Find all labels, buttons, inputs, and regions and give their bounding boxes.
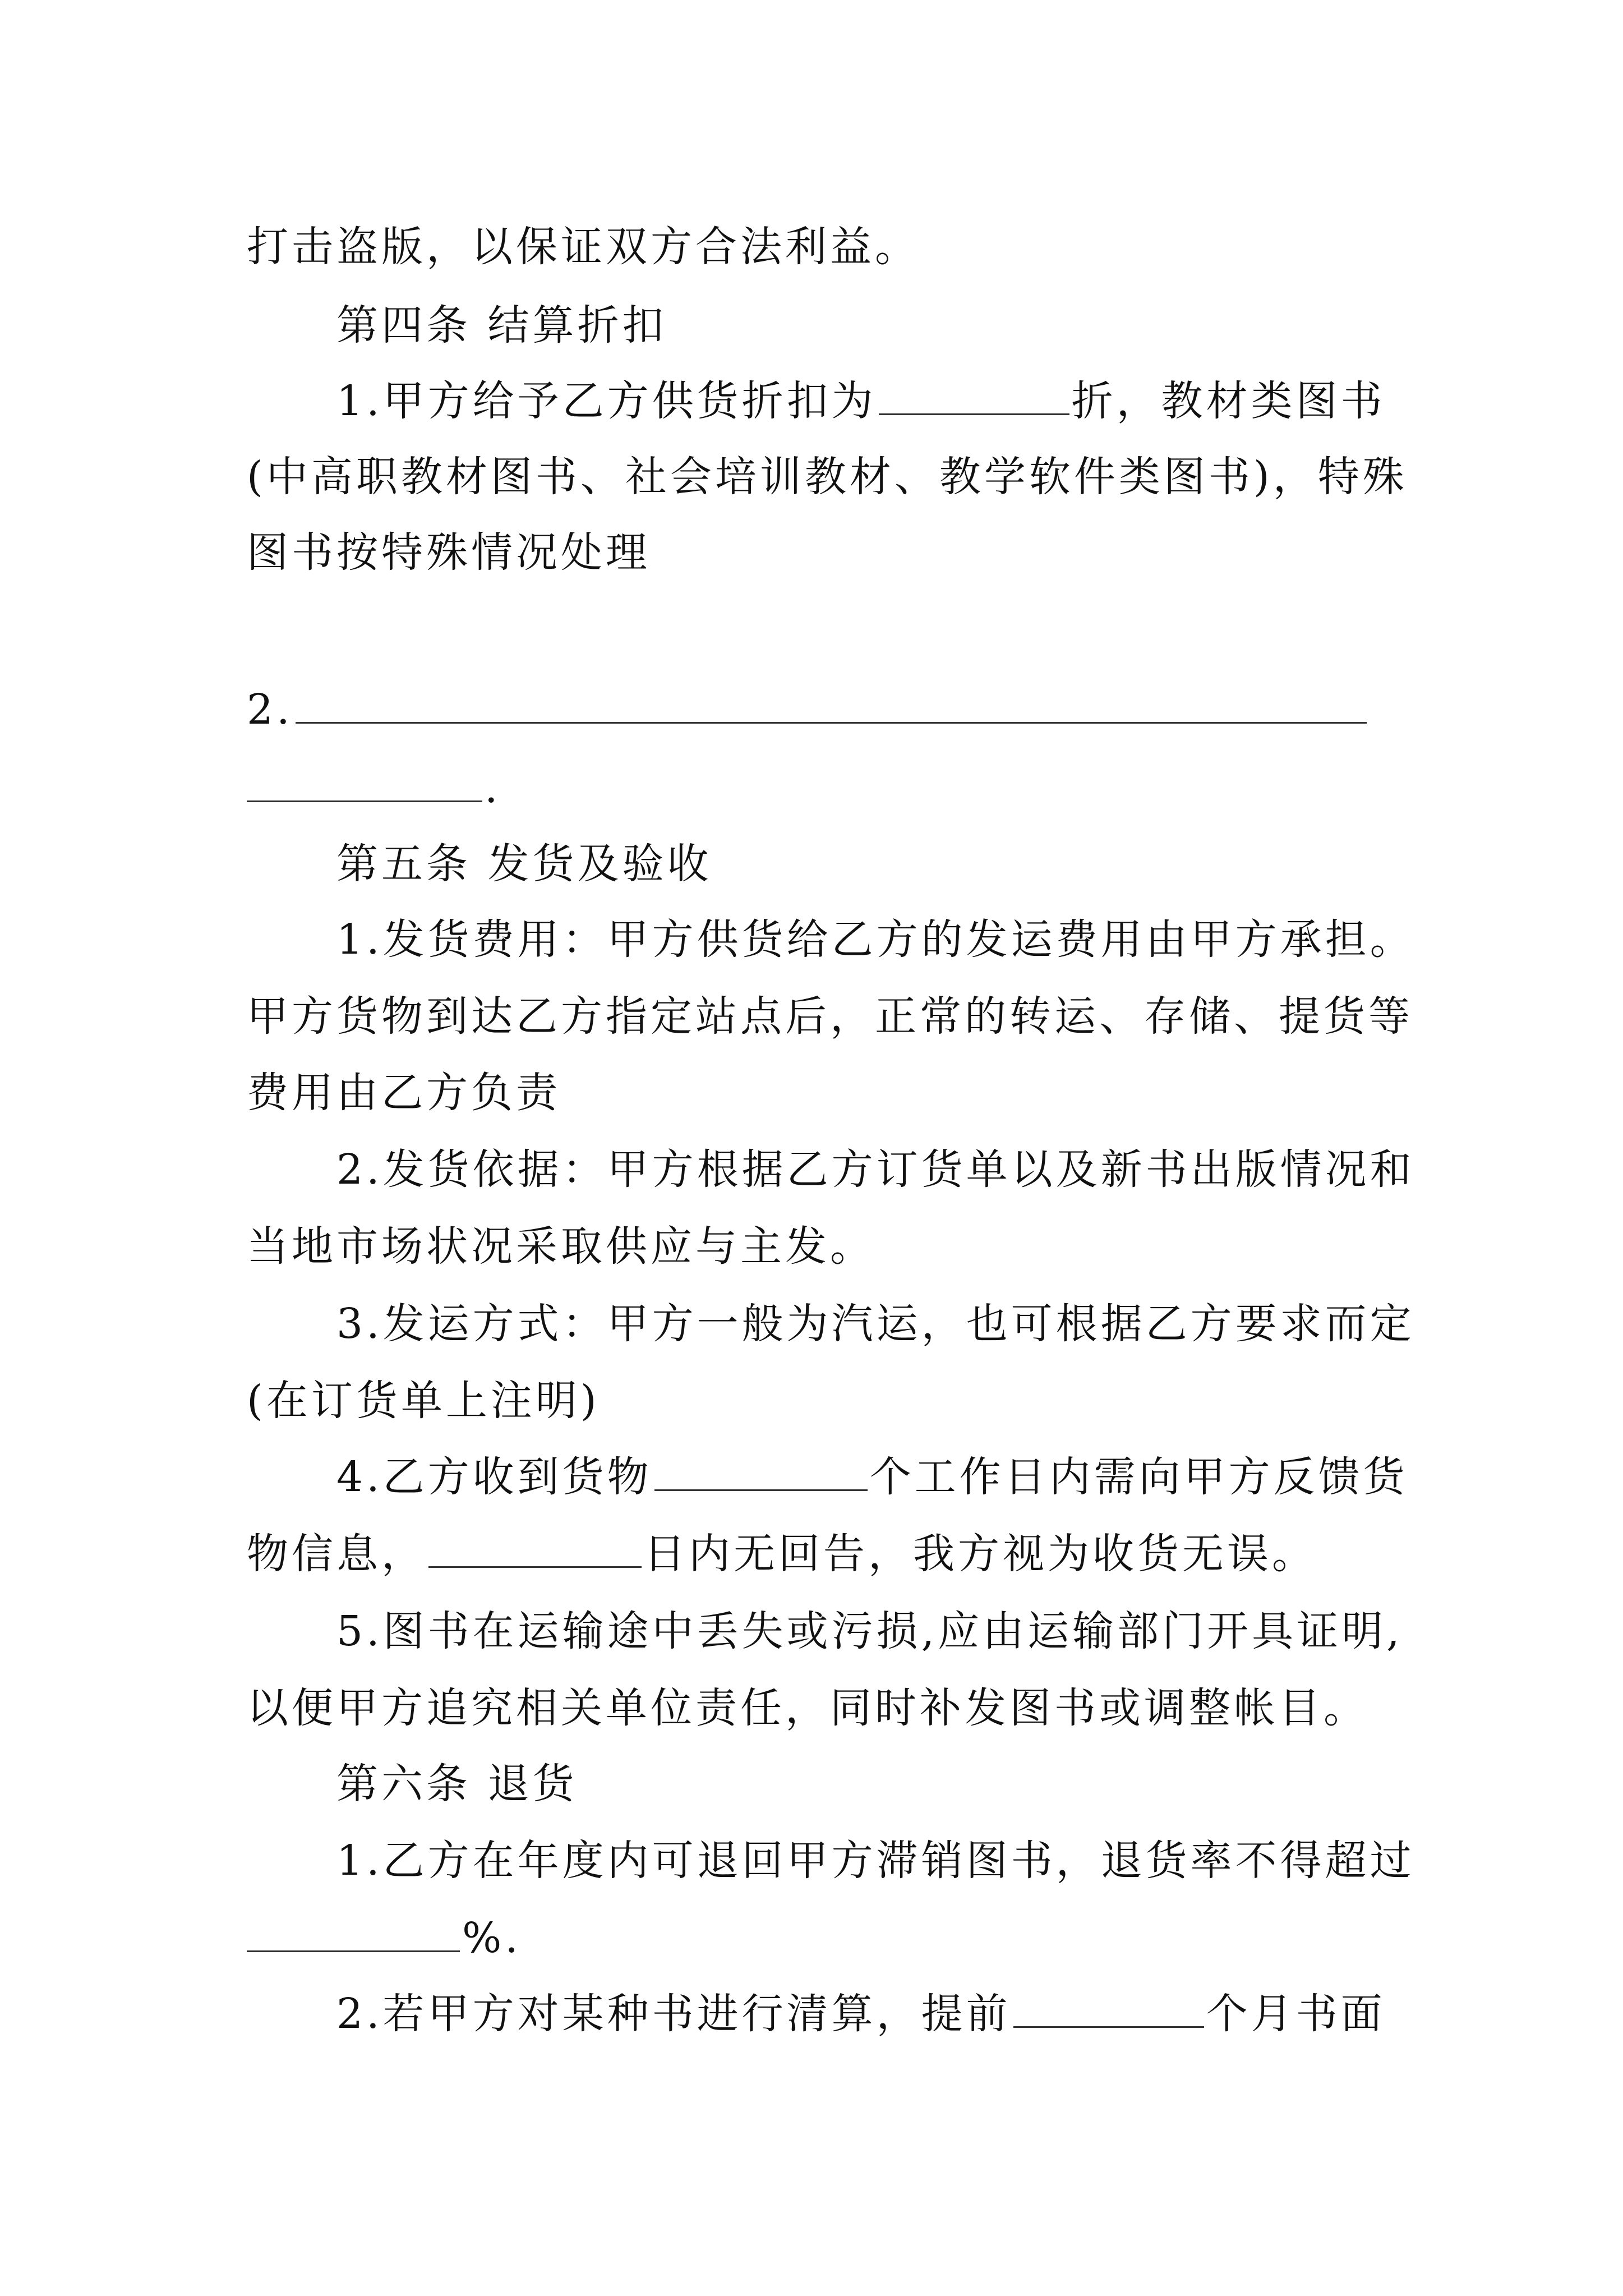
text: 1.乙方在年度内可退回甲方滞销图书，退货率不得超过: [336, 1837, 1415, 1885]
text: 2.若甲方对某种书进行清算，提前: [336, 1990, 1011, 2038]
text: 1.发货费用：甲方供货给乙方的发运费用由甲方承担。: [336, 915, 1415, 964]
text: 物信息，: [247, 1530, 426, 1578]
text: 日内无回告，我方视为收货无误。: [644, 1530, 1317, 1578]
text: 2.: [247, 685, 293, 734]
text-line: [247, 1218, 875, 1274]
text-line: [247, 682, 1369, 738]
fill-in-blank: [428, 1527, 642, 1568]
text-line: [336, 1986, 1386, 2042]
text: 个月书面: [1206, 1990, 1386, 2038]
text: 5.图书在运输途中丢失或污损,应由运输部门开具证明,: [336, 1607, 1403, 1655]
fill-in-blank: [1013, 1987, 1204, 2028]
text: 4.乙方收到货物: [336, 1453, 652, 1501]
text: .: [485, 764, 501, 812]
text: 当地市场状况采取供应与主发。: [247, 1222, 875, 1271]
text-line: [336, 1142, 1415, 1198]
text: 个工作日内需向甲方反馈货: [869, 1453, 1408, 1501]
text-line: [247, 1065, 561, 1121]
text: (中高职教材图书、社会培训教材、教学软件类图书)，特殊: [247, 453, 1408, 501]
text-line: [336, 1296, 1415, 1352]
fill-in-blank: [247, 1911, 460, 1952]
section-heading: [336, 836, 712, 892]
text-line: [336, 1449, 1408, 1505]
fill-in-blank: [247, 761, 482, 802]
text-line: [247, 1526, 1317, 1582]
text: 甲方货物到达乙方指定站点后，正常的转运、存储、提货等: [247, 992, 1413, 1041]
text: 打击盗版，以保证双方合法利益。: [247, 223, 920, 271]
text-line: [336, 912, 1415, 968]
section-heading: [336, 1756, 578, 1812]
text: 折，教材类图书: [1071, 377, 1386, 425]
text-line: [247, 988, 1413, 1045]
fill-in-blank: [654, 1450, 868, 1491]
text-line: [247, 1680, 1368, 1736]
section-heading: [336, 297, 667, 353]
text-line: [336, 1603, 1403, 1659]
heading-text: 第六条 退货: [336, 1760, 578, 1808]
text: 以便甲方追究相关单位责任，同时补发图书或调整帐目。: [247, 1684, 1368, 1732]
text: 1.甲方给予乙方供货折扣为: [336, 377, 877, 425]
text: 2.发货依据：甲方根据乙方订货单以及新书出版情况和: [336, 1145, 1415, 1194]
text-line: [247, 760, 501, 816]
text-line: [336, 1833, 1415, 1889]
text: 3.发运方式：甲方一般为汽运，也可根据乙方要求而定: [336, 1300, 1415, 1348]
text: 图书按特殊情况处理: [247, 528, 651, 577]
text-line: [247, 449, 1408, 505]
text-line: [247, 524, 651, 581]
text: (在订货单上注明): [247, 1377, 600, 1425]
text-line: [247, 1910, 522, 1966]
heading-text: 第五条 发货及验收: [336, 840, 712, 888]
text: %.: [462, 1914, 522, 1962]
text-line: [247, 219, 920, 275]
fill-in-blank: [296, 683, 1367, 724]
fill-in-blank: [879, 374, 1069, 415]
text: 费用由乙方负责: [247, 1069, 561, 1117]
text-line: [247, 1373, 600, 1429]
heading-text: 第四条 结算折扣: [336, 301, 667, 349]
text-line: [336, 373, 1386, 429]
